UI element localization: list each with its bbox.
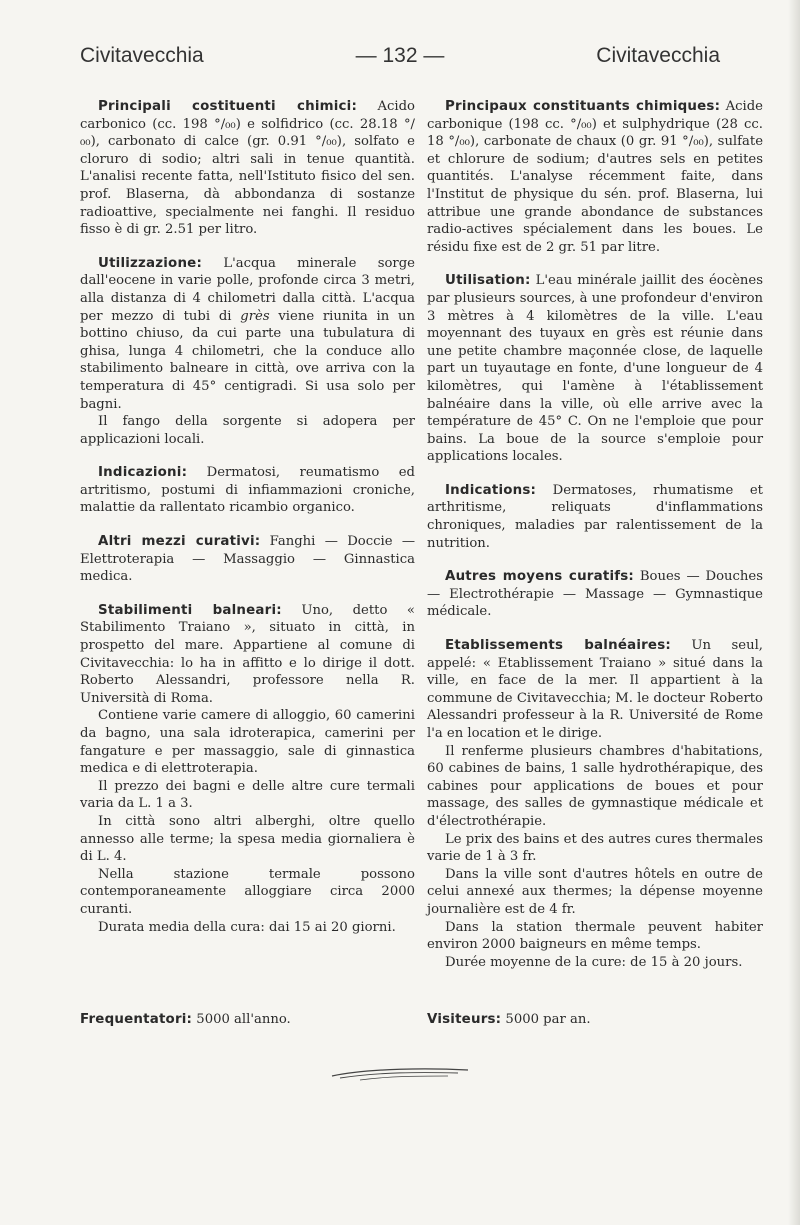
section-bath-establishments — [427, 637, 763, 971]
section-other-cures — [427, 568, 763, 621]
section-text: 5000 par an. — [501, 1012, 591, 1027]
section-heading: Altri mezzi curativi: — [98, 534, 261, 550]
section-text: L'eau minérale jaillit des éocènes par plusieurs sources, à une profondeur d'environ 3 mètres à 4 kilomètres de la ville. L'eau moyennant des tuyaux en grès est réunie dans une petite chambre maçonnée close, de laquelle part un tuyautage en fonte, d'une longueur de 4 kilomètres, qui l'amène à l'établissement balnéaire dans la ville, où elle arrive avec la température de 45° C. On ne l'emploie que pour bains. La boue de la source s'emploie pour applications locales. — [427, 273, 763, 465]
running-title-right: Civitavecchia — [596, 44, 720, 67]
section-text: Dermatosi, reumatismo ed artritismo, postumi di infiammazioni croniche, malattie da rallentato ricambio organico. — [80, 465, 415, 516]
section-heading: Stabilimenti balneari: — [98, 602, 282, 618]
section-other-cures — [80, 533, 415, 586]
section-heading: Principaux constituants chimiques: — [445, 99, 721, 114]
italic-word: grès — [240, 308, 270, 324]
section-text: Acide carbonique (198 cc. °/₀₀) et sulphydrique (28 cc. 18 °/₀₀), carbonate de chaux (0 gr. 91 °/₀₀), sulfate et chlorure de sodium; d'autres sels en petites quantités. L'analyse récemment faite, dans l'Institut de physique du sén. prof. Blaserna, lui attribue une grande abondance de substances radio-actives spécialement dans les boues. Le résidu fixe est de 2 gr. 51 par litre. — [427, 99, 763, 255]
paragraph: Il prezzo dei bagni e delle altre cure termali varia da L. 1 a 3. — [80, 778, 415, 812]
page-header — [80, 44, 720, 72]
section-text: 5000 all'anno. — [192, 1012, 291, 1027]
section-text: Dermatoses, rhumatisme et arthritisme, reliquats d'inflammations chroniques, maladies par ralentissement de la nutrition. — [427, 482, 763, 551]
section-text: L'acqua minerale sorge dall'eocene in varie polle, profonde circa 3 metri, alla distanza di 4 chilometri dalla città. L'acqua per mezzo di tubi di — [80, 255, 415, 324]
section-utilization — [427, 272, 763, 466]
section-utilization — [80, 255, 415, 449]
section-indications — [80, 464, 415, 517]
section-indications — [427, 482, 763, 552]
running-title-left: Civitavecchia — [80, 44, 204, 67]
section-heading: Frequentatori: — [80, 1012, 193, 1027]
section-heading: Indicazioni: — [98, 465, 188, 481]
section-heading: Principali costituenti chimici: — [98, 99, 358, 114]
section-chemical-components — [427, 98, 763, 256]
french-column — [427, 98, 763, 987]
paragraph: Le prix des bains et des autres cures thermales varie de 1 à 3 fr. — [427, 831, 763, 865]
section-heading: Utilizzazione: — [98, 255, 203, 271]
section-chemical-components — [80, 98, 415, 239]
italian-column — [80, 98, 415, 952]
section-text: Boues — Douches — Electrothérapie — Massage — Gymnastique médicale. — [427, 569, 763, 620]
paragraph: Dans la station thermale peuvent habiter environ 2000 baigneurs en même temps. — [427, 919, 763, 953]
paragraph: Dans la ville sont d'autres hôtels en outre de celui annexé aux thermes; la dépense moyenne journalière est de 4 fr. — [427, 866, 763, 917]
paragraph: Nella stazione termale possono contemporaneamente alloggiare circa 2000 curanti. — [80, 866, 415, 917]
section-heading: Visiteurs: — [427, 1012, 502, 1027]
paragraph: In città sono altri alberghi, oltre quello annesso alle terme; la spesa media giornaliera è di L. 4. — [80, 813, 415, 865]
page-edge-shadow — [788, 0, 800, 1225]
section-text: viene riunita in un bottino chiuso, da cui parte una tubulatura di ghisa, lunga 4 chilometri, che la conduce allo stabilimento balneare in città, ove arriva con la temperatura di 45° centigradi. Si usa solo per bagni. — [80, 308, 415, 412]
section-visitors-fr — [427, 1011, 591, 1029]
paragraph: Il renferme plusieurs chambres d'habitations, 60 cabines de bains, 1 salle hydrothérapique, des cabines pour applications de boues et pour massage, des salles de gymnastique médicale et d'électrothérapie. — [427, 743, 763, 829]
paragraph: Contiene varie camere di alloggio, 60 camerini da bagno, una sala idroterapica, camerini per fangature e per massaggio, sale di ginnastica medica e di elettroterapia. — [80, 708, 415, 777]
section-heading: Etablissements balnéaires: — [445, 638, 671, 654]
paragraph: Durata media della cura: dai 15 ai 20 giorni. — [98, 919, 396, 935]
section-heading: Utilisation: — [445, 273, 531, 289]
section-bath-establishments — [80, 602, 415, 936]
section-text: Uno, detto « Stabilimento Traiano », situato in città, in prospetto del mare. Appartiene al comune di Civitavecchia: lo ha in affitto e lo dirige il dott. Roberto Alessandri, professore nella R. Università di Roma. — [80, 602, 415, 706]
paragraph: Durée moyenne de la cure: de 15 à 20 jours. — [445, 954, 743, 970]
section-text: Fanghi — Doccie — Elettroterapia — Massaggio — Ginnastica medica. — [80, 534, 416, 585]
section-text: Un seul, appelé: « Etablissement Traiano » situé dans la ville, en face de la mer. Il appartient à la commune de Civitavecchia; M. le docteur Roberto Alessandri professeur à la R. Université de Rome l'a en location et le dirige. — [427, 638, 763, 741]
page-number: — 132 — — [355, 44, 445, 67]
end-ornament-icon — [330, 1064, 470, 1082]
section-heading: Autres moyens curatifs: — [445, 569, 634, 585]
paragraph: Il fango della sorgente si adopera per applicazioni locali. — [80, 414, 415, 447]
section-heading: Indications: — [445, 482, 537, 498]
section-text: Acido carbonico (cc. 198 °/₀₀) e solfidrico (cc. 28.18 °/₀₀), carbonato di calce (gr. 0.91 °/₀₀), solfato e cloruro di sodio; altri sali in tenue quantità. L'analisi recente fatta, nell'Istituto fisico del sen. prof. Blaserna, dà abbondanza di sostanze radioattive, specialmente nei fanghi. Il residuo fisso è di gr. 2.51 per litro. — [80, 99, 415, 238]
section-visitors-it — [80, 1011, 291, 1029]
